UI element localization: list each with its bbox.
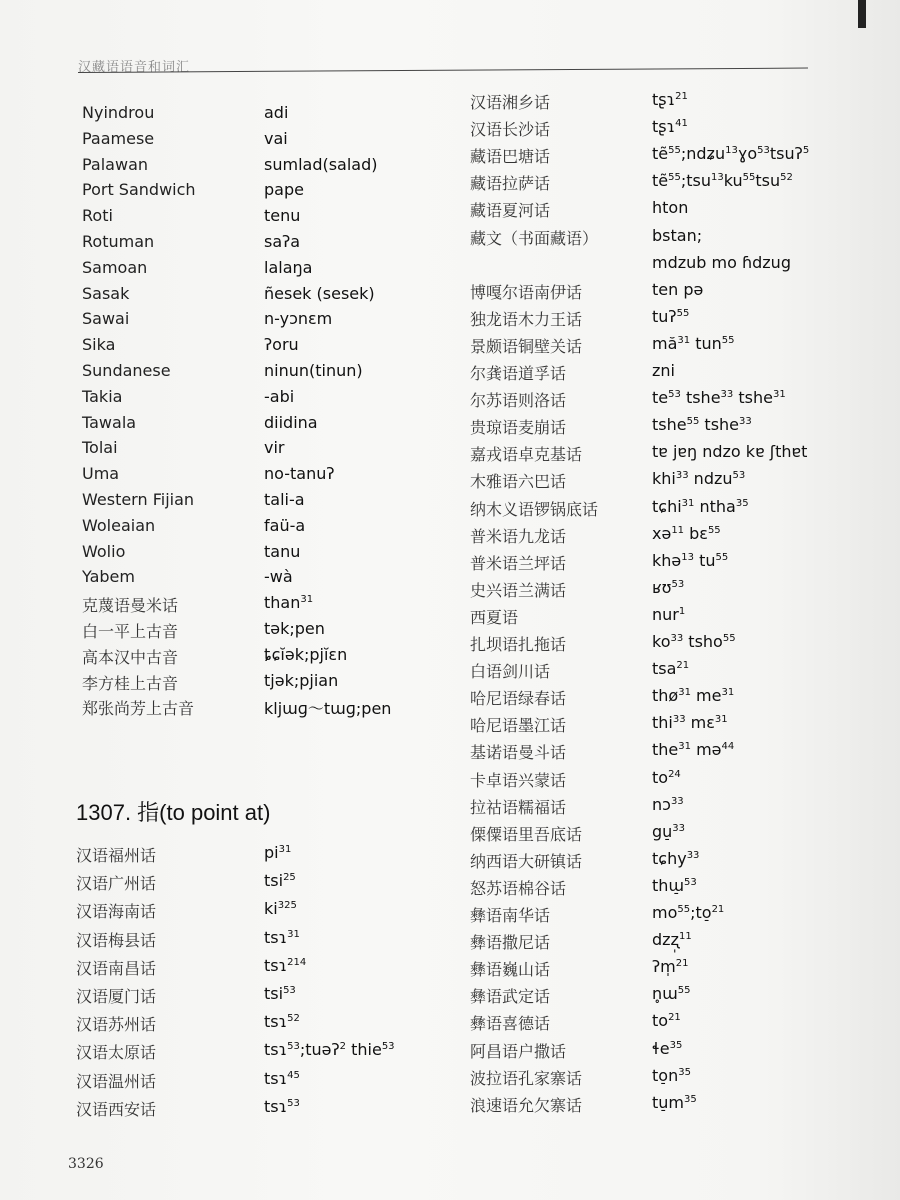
word-form: $tẽ^{55};tsu^{13}ku^{55}tsu^{52}$ (652, 171, 793, 191)
entry-row (470, 686, 890, 712)
entry-row (82, 696, 502, 722)
language-name: 藏文（书面藏语） (470, 228, 599, 248)
entry-row (470, 903, 890, 929)
entry-row (470, 1039, 890, 1065)
language-name: 汉语苏州话 (76, 1015, 157, 1035)
language-name: 汉语厦门话 (76, 987, 157, 1006)
entry-row (82, 284, 502, 310)
word-form: gu̠$^{33}$ (652, 821, 686, 841)
word-form: vai (264, 128, 288, 148)
language-name: 西夏语 (470, 607, 519, 627)
word-form: tʂɿ$^{21}$ (652, 90, 688, 109)
entry-row (470, 957, 890, 983)
word-form: thi$^{33}$ mɛ$^{31}$ (652, 713, 728, 733)
word-form: $pi^{31}$ (264, 843, 292, 862)
word-form: pape (264, 180, 304, 200)
language-name: 汉语长沙话 (470, 120, 551, 140)
entry-row (82, 464, 502, 490)
entry-row (470, 984, 890, 1010)
word-form: $tu̠m^{35}$ (652, 1092, 697, 1112)
word-form: tʂɿ$^{41}$ (652, 117, 688, 137)
entry-row (470, 822, 890, 848)
word-form: tanu (264, 541, 301, 561)
language-name: Palawan (82, 154, 149, 174)
entry-row (76, 843, 496, 869)
entry-row (82, 129, 502, 155)
entry-row (470, 632, 890, 658)
language-name: 尔苏语则洛话 (470, 391, 567, 411)
language-name: Western Fijian (82, 490, 195, 509)
word-form: khə$^{13}$ $tu^{55}$ (652, 550, 729, 570)
entry-row (470, 740, 890, 766)
language-name: 汉语海南话 (76, 902, 157, 922)
language-name: 波拉语孔家寨话 (470, 1068, 583, 1088)
entry-row (76, 1040, 496, 1066)
entry-row (82, 387, 502, 413)
language-name: Takia (82, 386, 123, 406)
entry-row (470, 415, 890, 441)
language-name: Woleaian (82, 515, 156, 535)
entry-row (470, 768, 890, 794)
word-form: nur$^1$ (652, 604, 686, 624)
entry-row (82, 516, 502, 542)
entry-row (82, 361, 502, 387)
entry-row (470, 280, 890, 306)
word-form: hton (652, 198, 689, 218)
entry-row (82, 593, 502, 619)
entry-row (76, 984, 496, 1010)
language-name: 史兴语兰满话 (470, 580, 567, 600)
language-name: 扎坝语扎拖话 (470, 635, 567, 654)
language-name: 阿昌语户撒话 (470, 1041, 567, 1061)
entry-row (470, 388, 890, 414)
entry-row (82, 490, 502, 516)
language-name: 藏语拉萨话 (470, 174, 551, 194)
word-form: thɯ̠$^{53}$ (652, 875, 697, 895)
word-form: tsi$^{53}$ (264, 984, 296, 1003)
language-name: 汉语西安话 (76, 1099, 157, 1119)
entry-row (76, 871, 496, 897)
entry-row (470, 849, 890, 875)
word-form: tɕhi$^{31}$ ntha$^{35}$ (652, 496, 749, 516)
language-name: 彝语巍山话 (470, 960, 551, 980)
word-form: tali-a (264, 490, 305, 509)
entry-row (76, 956, 496, 982)
entry-row (470, 876, 890, 902)
entry-row (82, 413, 502, 439)
entry-row (82, 258, 502, 284)
entry-row (470, 713, 890, 739)
entry-row (470, 226, 890, 252)
language-name: Sundanese (82, 361, 171, 380)
language-name: 基诺语曼斗话 (470, 743, 567, 763)
word-form: tsɿ$^{45}$ (264, 1068, 300, 1088)
word-form: -wà (264, 567, 293, 587)
language-name: Wolio (82, 541, 126, 561)
word-form: ten pə (652, 279, 704, 299)
entry-row (470, 253, 890, 279)
language-name: Roti (82, 206, 113, 226)
language-name: 尔龚语道孚话 (470, 364, 567, 383)
word-form: ʁʊ$^{53}$ (652, 577, 685, 597)
entry-row (82, 309, 502, 335)
entry-row (470, 551, 890, 577)
language-name: 嘉戎语卓克基话 (470, 445, 583, 465)
word-form: mdzub mo ɦdzug (652, 252, 791, 272)
language-name: 哈尼语绿春话 (470, 689, 567, 709)
language-name: 普米语兰坪话 (470, 553, 567, 573)
word-form: tsɿ$^{53}$;tuəʔ$^2$ thie$^{53}$ (264, 1040, 395, 1060)
word-form: tsa$^{21}$ (652, 659, 690, 679)
word-form: $ki^{325}$ (264, 899, 297, 919)
word-form: tshe$^{55}$ tshe$^{33}$ (652, 415, 752, 435)
entry-row (470, 524, 890, 550)
language-name: 高本汉中古音 (82, 647, 179, 667)
language-name: 普米语九龙话 (470, 526, 567, 546)
word-form: tenu (264, 206, 301, 226)
entry-row (470, 442, 890, 468)
word-form: tsɿ$^{214}$ (264, 955, 307, 975)
language-name: 汉语福州话 (76, 846, 157, 865)
entry-row (82, 335, 502, 361)
language-name: 克蔑语曼米话 (82, 596, 179, 616)
running-header: 汉藏语语音和词汇 (78, 60, 191, 75)
language-name: Tawala (82, 412, 137, 432)
word-form: tək;pen (264, 619, 325, 638)
word-form: adi (264, 103, 289, 122)
language-name: 郑张尚芳上古音 (82, 699, 195, 719)
language-name: 哈尼语墨江话 (470, 716, 567, 736)
word-form: the$^{31}$ mə$^{44}$ (652, 740, 735, 760)
entry-row (82, 438, 502, 464)
language-name: 白一平上古音 (82, 622, 179, 641)
entry-row (82, 645, 502, 671)
language-name: 彝语南华话 (470, 906, 551, 925)
word-form: xə$^{11}$ bɛ$^{55}$ (652, 523, 721, 543)
language-name: 拉祜语糯福话 (470, 797, 567, 817)
word-form: bstan; (652, 225, 703, 245)
entry-row (470, 361, 890, 387)
word-form: ʔoru (264, 335, 299, 355)
word-form: dzʐ̩$^{11}$ (652, 930, 692, 950)
language-name: 贵琼语麦崩话 (470, 418, 567, 438)
word-form: tsɿ$^{31}$ (264, 927, 300, 947)
language-name: Tolai (82, 438, 118, 458)
word-form: lalaŋa (264, 257, 313, 277)
entry-row (76, 1069, 496, 1095)
entry-row (82, 206, 502, 232)
word-form: no-tanuʔ (264, 464, 335, 484)
entry-row (470, 198, 890, 224)
word-form: ñesek (sesek) (264, 283, 375, 303)
language-name: 傈僳语里吾底话 (470, 824, 583, 844)
word-form: nɔ$^{33}$ (652, 794, 684, 814)
language-name: Port Sandwich (82, 180, 196, 200)
word-form: $to^{21}$ (652, 1011, 681, 1031)
word-form: diidina (264, 412, 318, 432)
word-form: tɕhy$^{33}$ (652, 848, 700, 868)
language-name: Uma (82, 464, 120, 484)
language-name: 汉语太原话 (76, 1043, 157, 1063)
word-form: tɐ jɐŋ ndzo kɐ ʃthɐt (652, 442, 808, 462)
entry-row (82, 103, 502, 129)
language-name: 纳西语大研镇话 (470, 851, 583, 871)
word-form: than$^{31}$ (264, 593, 314, 613)
entry-row (82, 671, 502, 697)
entry-row (470, 469, 890, 495)
entry-row (470, 117, 890, 143)
word-form: zni (652, 361, 675, 380)
language-name: 彝语武定话 (470, 987, 551, 1007)
word-form: $mo^{55};to̠^{21}$ (652, 903, 725, 922)
word-form: khi$^{33}$ ndzu$^{53}$ (652, 469, 746, 489)
language-name: Sika (82, 335, 116, 355)
language-name: Rotuman (82, 232, 155, 251)
word-form: $te^{53}$ tshe$^{33}$ tshe$^{31}$ (652, 388, 786, 408)
language-name: 汉语温州话 (76, 1071, 157, 1091)
language-name: 白语剑川话 (470, 662, 551, 682)
word-form: tuʔ$^{55}$ (652, 306, 690, 326)
language-name: 彝语撒尼话 (470, 933, 551, 953)
word-form: sumlad(salad) (264, 154, 378, 174)
word-form: ɬe$^{35}$ (652, 1038, 683, 1058)
language-name: 藏语巴塘话 (470, 147, 551, 167)
entry-row (470, 171, 890, 197)
word-form: thø$^{31}$ $me^{31}$ (652, 686, 735, 706)
entry-row (76, 928, 496, 954)
language-name: 彝语喜德话 (470, 1014, 551, 1034)
entry-row (470, 1066, 890, 1092)
word-form: ȶɕĭək;pjĭɛn (264, 644, 348, 664)
word-form: tsɿ$^{52}$ (264, 1012, 300, 1032)
word-form: tẽ$^{55}$;ndʑu$^{13}$ɣo$^{53}$tsuʔ$^5$ (652, 144, 810, 164)
word-form: tsɿ$^{53}$ (264, 1096, 300, 1116)
entry-row (82, 232, 502, 258)
entry-row (470, 497, 890, 523)
entry-row (76, 1097, 496, 1123)
word-form: $mă^{31}$ tun$^{55}$ (652, 333, 735, 353)
entry-row (470, 659, 890, 685)
entry-row (76, 1012, 496, 1038)
entry-row (470, 795, 890, 821)
entry-row (76, 899, 496, 925)
language-name: 浪速语允欠寨话 (470, 1095, 583, 1115)
language-name: 汉语南昌话 (76, 958, 157, 978)
word-form: kljɯɡ～tɯɡ;pen (264, 699, 392, 719)
word-form: $to̠n^{35}$ (652, 1065, 691, 1085)
entry-row (82, 619, 502, 645)
language-name: 景颇语铜壁关话 (470, 336, 583, 356)
entry-row (470, 144, 890, 170)
entry-row (470, 605, 890, 631)
word-form: tsi$^{25}$ (264, 871, 296, 891)
language-name: 汉语湘乡话 (470, 93, 551, 112)
word-form: tjək;pjian (264, 670, 339, 690)
entry-row (470, 90, 890, 116)
word-form: faü-a (264, 515, 306, 535)
page-edge-mark (858, 0, 866, 28)
language-name: 藏语夏河话 (470, 201, 551, 221)
language-name: 卡卓语兴蒙话 (470, 770, 567, 790)
entry-row (470, 307, 890, 333)
page-number: 3326 (68, 1156, 104, 1172)
word-form: n-yɔnɛm (264, 309, 333, 329)
language-name: Sasak (82, 283, 130, 303)
language-name: Yabem (82, 567, 135, 587)
entry-row (470, 334, 890, 360)
word-form: $ko^{33}$ tsho$^{55}$ (652, 632, 736, 651)
entry-row (470, 578, 890, 604)
language-name: 博嘎尔语南伊话 (470, 282, 583, 302)
word-form: $to^{24}$ (652, 767, 681, 787)
language-name: 汉语广州话 (76, 874, 157, 894)
language-name: 木雅语六巴话 (470, 472, 567, 492)
word-form: n̥ɯ$^{55}$ (652, 984, 691, 1004)
language-name: Nyindrou (82, 103, 155, 122)
entry-row (82, 180, 502, 206)
entry-row (470, 1011, 890, 1037)
entry-row (470, 930, 890, 956)
entry-row (82, 567, 502, 593)
language-name: Paamese (82, 128, 155, 148)
section-heading: 1307. 指(to point at) (76, 800, 271, 825)
language-name: 汉语梅县话 (76, 930, 157, 950)
language-name: 怒苏语棉谷话 (470, 878, 567, 898)
word-form: ninun(tinun) (264, 361, 363, 380)
word-form: ʔm̩$^{21}$ (652, 957, 689, 977)
entry-row (82, 542, 502, 568)
word-form: vir (264, 438, 285, 458)
language-name: Sawai (82, 309, 130, 329)
word-form: -abi (264, 386, 295, 406)
language-name: Samoan (82, 257, 148, 277)
entry-row (470, 1093, 890, 1119)
entry-row (82, 155, 502, 181)
language-name: 独龙语木力王话 (470, 309, 583, 329)
word-form: saʔa (264, 232, 301, 251)
language-name: 纳木义语锣锅底话 (470, 499, 599, 519)
language-name: 李方桂上古音 (82, 673, 179, 693)
